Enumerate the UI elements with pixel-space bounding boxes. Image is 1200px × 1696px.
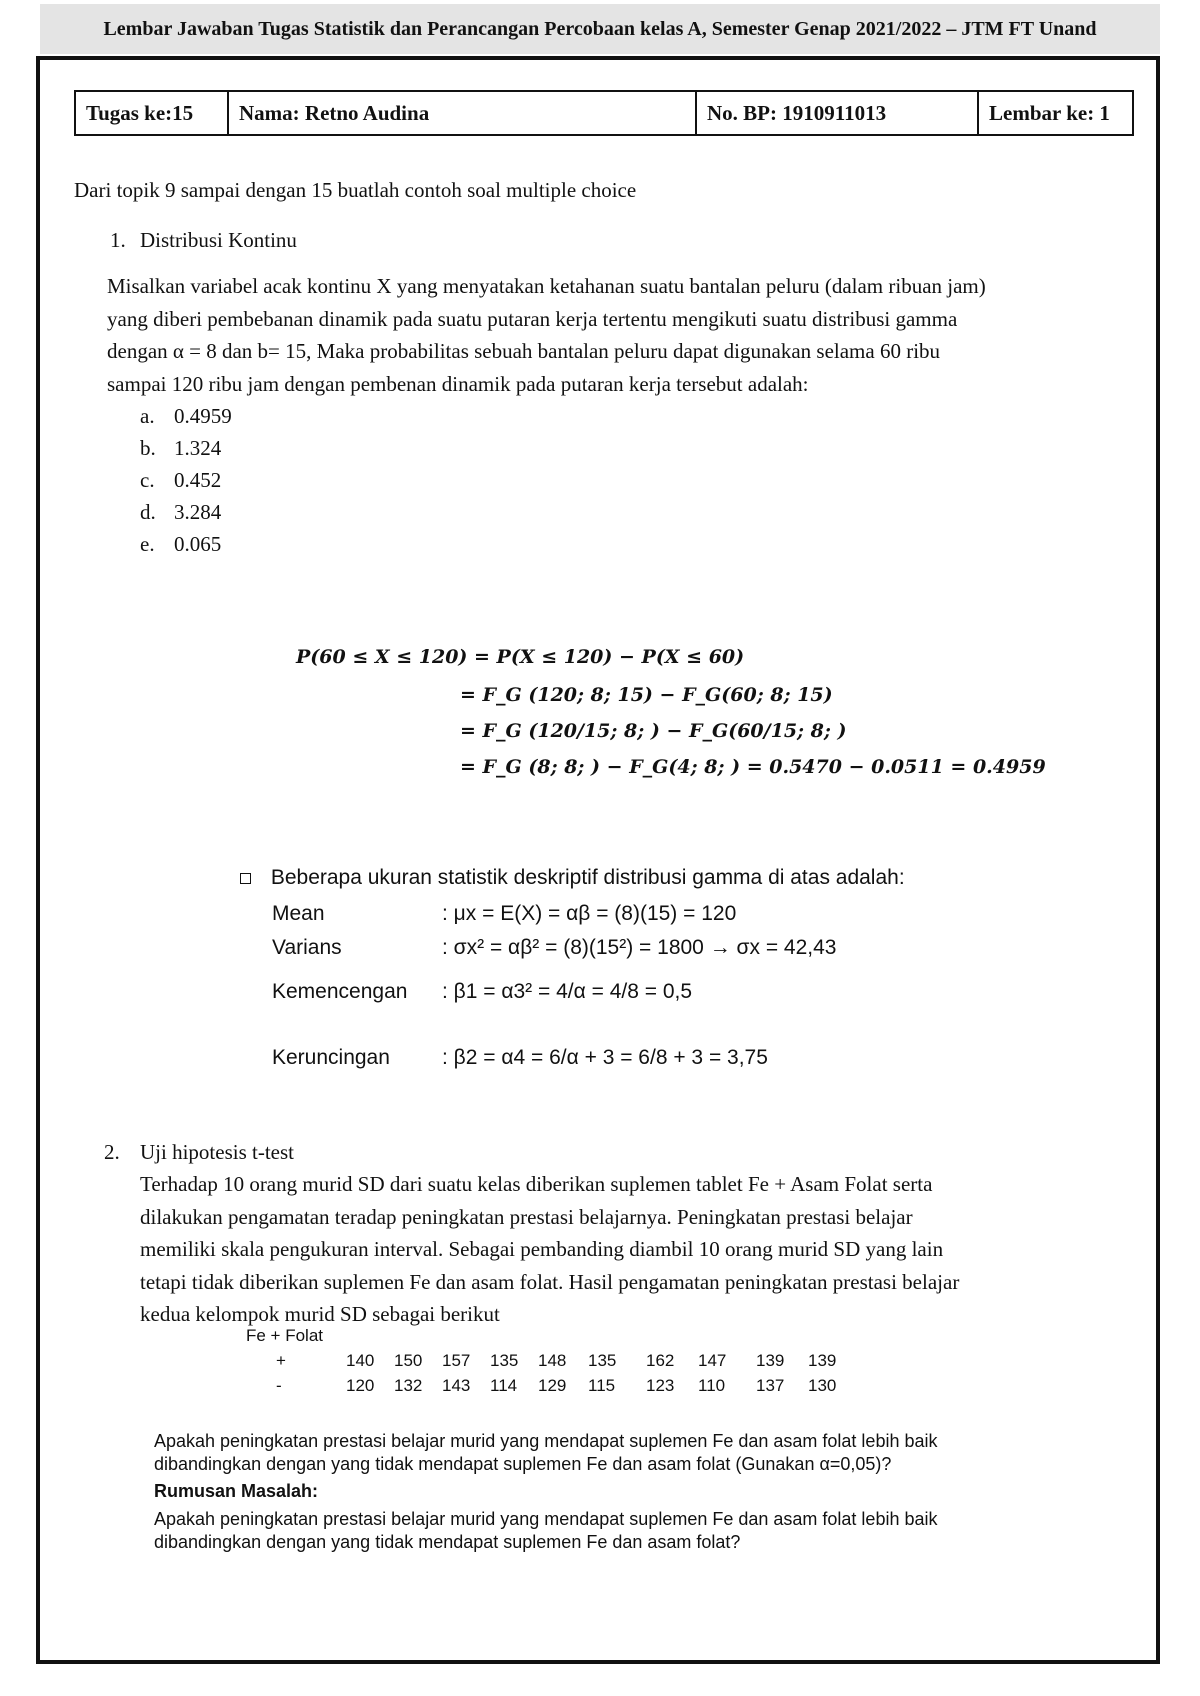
option-item: d. 3.284 [140,500,222,524]
solution-line-2: = F_G (120; 8; 15) − F_G(60; 8; 15) [460,684,833,706]
page-header [40,4,1160,54]
header-title: Lembar Jawaban Tugas Statistik dan Perancangan Percobaan kelas A, Semester Genap 2021/2022 – JTM FT Unand [103,17,1097,40]
table-header: Fe + Folat [246,1326,324,1345]
kurtosis-label: Keruncingan [272,1046,390,1069]
answer-sheet [36,56,1160,1664]
table-cell: 132 [394,1375,423,1395]
table-cell: 162 [646,1350,675,1370]
solution-line-1: P(60 ≤ X ≤ 120) = P(X ≤ 120) − P(X ≤ 60) [296,646,745,668]
intro-text: Dari topik 9 sampai dengan 15 buatlah contoh soal multiple choice [74,178,637,202]
table-cell: 120 [346,1375,375,1395]
rumusan-text [154,1508,1114,1554]
table-cell: 150 [394,1350,423,1370]
q2-title: Uji hipotesis t-test [140,1140,294,1164]
q2-number: 2. [104,1140,120,1164]
lembar-cell: Lembar ke: 1 [978,91,1133,135]
stats-heading: Beberapa ukuran statistik deskriptif distribusi gamma di atas adalah: [270,866,905,889]
table-cell: 143 [442,1375,471,1395]
q1-paragraph [107,270,1117,400]
table-cell: 115 [588,1375,616,1395]
table-cell: 123 [646,1375,675,1395]
table-cell: 147 [698,1350,727,1370]
table-cell: 157 [442,1350,471,1370]
q1-options [140,400,232,560]
tugas-cell: Tugas ke:15 [75,91,228,135]
q2-line: dilakukan pengamatan teradap peningkatan prestasi belajarnya. Peningkatan prestasi belajar [140,1204,913,1229]
table-cell: 137 [756,1375,785,1395]
table-cell: 110 [698,1375,726,1395]
table-cell: 135 [490,1350,519,1370]
option-item: c. 0.452 [140,468,222,492]
table-cell: 148 [538,1350,567,1370]
question-line: dibandingkan dengan yang tidak mendapat suplemen Fe dan asam folat (Gunakan α=0,05)? [154,1454,892,1474]
kurtosis-formula: : β2 = α4 = 6/α + 3 = 6/8 + 3 = 3,75 [442,1046,768,1069]
bp-cell: No. BP: 1910911013 [696,91,978,135]
rumusan-line: dibandingkan dengan yang tidak mendapat suplemen Fe dan asam folat? [154,1532,741,1552]
option-item: b. 1.324 [140,436,222,460]
q2-line: tetapi tidak diberikan suplemen Fe dan asam folat. Hasil pengamatan peningkatan prestasi belajar [140,1269,960,1294]
q2-line: kedua kelompok murid SD sebagai berikut [140,1302,500,1326]
row-label: - [276,1375,282,1395]
q2-paragraph [140,1168,1120,1331]
table-cell: 139 [808,1350,837,1370]
solution-line-3: = F_G (120/15; 8; ) − F_G(60/15; 8; ) [460,720,847,742]
q2-question [154,1430,1114,1476]
data-table [276,1348,848,1398]
checkbox-bullet-icon [240,873,251,884]
question-line: Apakah peningkatan prestasi belajar murid yang mendapat suplemen Fe dan asam folat lebih baik [154,1431,938,1451]
table-row [276,1348,848,1373]
solution-line-4: = F_G (8; 8; ) − F_G(4; 8; ) = 0.5470 − 0.0511 = 0.4959 [460,756,1046,778]
mean-formula: : μx = E(X) = αβ = (8)(15) = 120 [442,902,737,925]
q1-number: 1. [110,228,126,252]
rumusan-line: Apakah peningkatan prestasi belajar murid yang mendapat suplemen Fe dan asam folat lebih baik [154,1509,938,1529]
table-cell: 130 [808,1375,837,1395]
q1-line: Misalkan variabel acak kontinu X yang menyatakan ketahanan suatu bantalan peluru (dalam ribuan jam) [107,274,986,298]
table-cell: 114 [490,1375,518,1395]
skewness-formula: : β1 = α3² = 4/α = 4/8 = 0,5 [442,980,693,1003]
variance-formula: : σx² = αβ² = (8)(15²) = 1800 → σx = 42,43 [442,936,837,959]
stats-block [240,866,905,890]
q2-line: Terhadap 10 orang murid SD dari suatu kelas diberikan suplemen tablet Fe + Asam Folat serta [140,1172,933,1196]
table-cell: 135 [588,1350,617,1370]
skewness-label: Kemencengan [272,980,408,1003]
row-label: + [276,1350,286,1370]
nama-cell: Nama: Retno Audina [228,91,696,135]
option-item: e. 0.065 [140,532,222,556]
mean-label: Mean [272,902,325,925]
q1-line: yang diberi pembebanan dinamik pada suatu putaran kerja tertentu mengikuti suatu distribusi gamma [107,306,958,331]
table-row [276,1373,848,1398]
q1-line: sampai 120 ribu jam dengan pembenan dinamik pada putaran kerja tersebut adalah: [107,371,809,396]
q1-line: dengan α = 8 dan b= 15, Maka probabilitas sebuah bantalan peluru dapat digunakan selama 60 ribu [107,339,941,363]
table-cell: 129 [538,1375,567,1395]
option-item: a. 0.4959 [140,404,232,428]
table-cell: 140 [346,1350,375,1370]
info-table [74,90,1134,136]
q2-line: memiliki skala pengukuran interval. Sebagai pembanding diambil 10 orang murid SD yang lain [140,1237,944,1261]
variance-label: Varians [272,936,342,959]
q1-title: Distribusi Kontinu [140,228,297,252]
table-cell: 139 [756,1350,785,1370]
rumusan-title: Rumusan Masalah: [154,1481,319,1501]
